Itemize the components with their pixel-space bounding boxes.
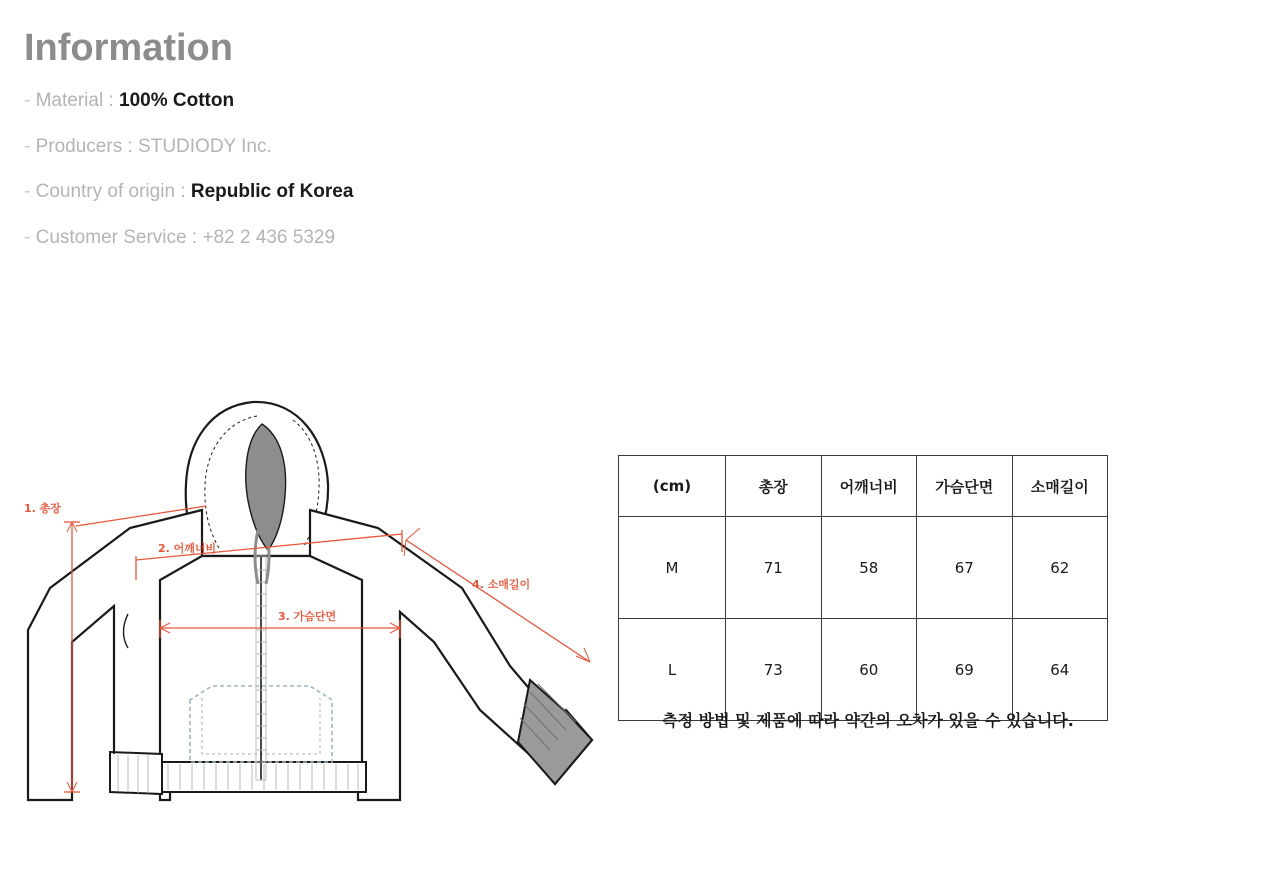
table-row: [619, 619, 1108, 721]
table-row: [619, 517, 1108, 619]
table-header-shoulder-width: 어깨너비: [821, 456, 917, 517]
bullet-dash: -: [24, 135, 31, 157]
cell-l-chest: 69: [917, 619, 1013, 721]
cell-l-total-length: 73: [726, 619, 822, 721]
measurement-label-total-length: 1. 총장: [24, 502, 61, 515]
info-row-country: [24, 181, 644, 204]
cell-m-sleeve-length: 62: [1012, 517, 1108, 619]
info-value-customer-service: +82 2 436 5329: [202, 227, 336, 249]
hoodie-diagram-svg: [10, 380, 620, 840]
measurement-label-shoulder-width: 2. 어깨너비: [158, 542, 217, 555]
cell-m-chest: 67: [917, 517, 1013, 619]
cell-size-m: M: [619, 517, 726, 619]
info-row-material: [24, 90, 644, 113]
info-value-country: Republic of Korea: [190, 181, 354, 203]
info-value-producers: STUDIODY Inc.: [138, 135, 272, 157]
info-row-customer-service: [24, 227, 644, 250]
measurement-label-sleeve-length: 4. 소매길이: [472, 578, 531, 591]
table-header-chest: 가슴단면: [917, 456, 1013, 517]
info-label-producers: Producers :: [35, 135, 133, 157]
cell-l-shoulder-width: 60: [821, 619, 917, 721]
bullet-dash: -: [24, 181, 31, 203]
garment-measurement-illustration: [10, 380, 620, 840]
body-shape: [28, 510, 592, 800]
table-header-total-length: 총장: [726, 456, 822, 517]
bullet-dash: -: [24, 227, 31, 249]
info-label-customer-service: Customer Service :: [35, 227, 198, 249]
info-value-material: 100% Cotton: [119, 89, 235, 111]
size-table-container: [618, 455, 1108, 721]
info-row-producers: [24, 136, 644, 159]
table-header-unit: (cm): [619, 456, 726, 517]
cell-m-total-length: 71: [726, 517, 822, 619]
bullet-dash: -: [24, 89, 31, 111]
cell-m-shoulder-width: 58: [821, 517, 917, 619]
page-title: Information: [24, 27, 233, 69]
table-header-sleeve-length: 소매길이: [1012, 456, 1108, 517]
info-label-material: Material :: [35, 89, 114, 111]
information-section: [24, 28, 644, 273]
measurement-label-chest: 3. 가슴단면: [278, 610, 337, 623]
table-header-row: [619, 456, 1108, 517]
size-table-note: 측정 방법 및 제품에 따라 약간의 오차가 있을 수 있습니다.: [662, 711, 1074, 730]
cell-size-l: L: [619, 619, 726, 721]
size-table: [618, 455, 1108, 721]
cell-l-sleeve-length: 64: [1012, 619, 1108, 721]
info-label-country: Country of origin :: [35, 181, 186, 203]
